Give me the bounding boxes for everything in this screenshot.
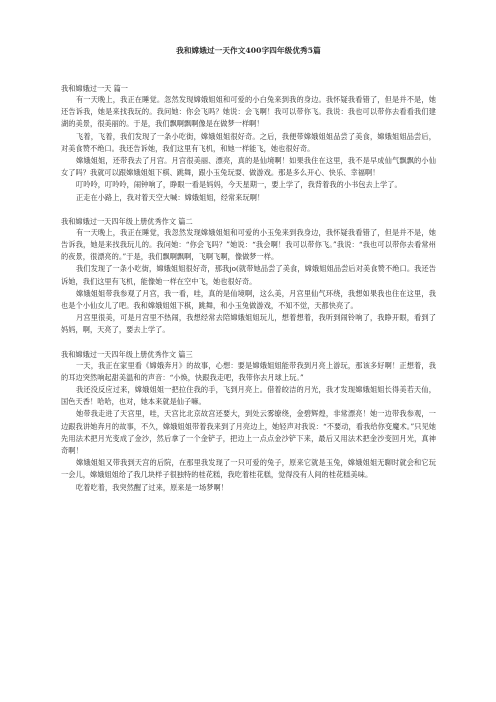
section-heading: 我和嫦娥过一天 篇一 bbox=[61, 84, 128, 93]
paragraph: 叮呤呤，叮呤呤，闹钟响了，睁眼一看是妈妈，今天星期一，要上学了，我背着我的小书包去上学了。 bbox=[76, 180, 402, 190]
paragraph: 一天，我正在家里看《嫦娥奔月》的故事，心想：要是嫦娥姐姐能带我到月亮上游玩，那该多好啊！正想着，我的耳边突然响起甜美温和的声音：“小焕，快跟我走吧，我带你去月球上玩。” bbox=[61, 360, 436, 382]
paragraph: 嫦娥姐姐，还带我去了月宫。月宫很美丽、漂亮，真的是仙境啊！如果我住在这里，我不是早成仙气飘飘的小仙女了吗？我就可以跟嫦娥姐姐下棋、跳舞，跟小玉兔玩耍、做游戏。那是多么开心、快乐、幸福啊！ bbox=[61, 156, 436, 178]
section-heading: 我和嫦娥过一天四年级上册优秀作文 篇二 bbox=[61, 216, 193, 226]
paragraph: 飞着，飞着，我们发现了一条小吃街，嫦娥姐姐很好奇。之后，我便带嫦娥姐姐品尝了美食，嫦娥姐姐品尝后，对美食赞不绝口。我还告诉她，我们这里有飞机，和她一样能飞，她也很好奇。 bbox=[61, 131, 436, 153]
paragraph: 有一天晚上，我正在睡觉。忽然发现嫦娥姐姐和可爱的小白兔来到我的身边。我怀疑我看错了，但是并不是，她还告诉我，她是来找我玩的。我问她：你会飞吗？她说：会飞啊！我可以带你飞。我说：我也可以带你去看看我们建湖的美景，很美丽的。于是，我们飘啊飘啊像是在做梦一样啊！ bbox=[61, 95, 436, 129]
document-title: 我和嫦娥过一天作文400字四年级优秀5篇 bbox=[176, 46, 321, 55]
paragraph: 我还没反应过来，嫦娥姐姐一把拉住我的手，飞到月亮上。借着皎洁的月光，我才发现嫦娥姐姐长得美若天仙，国色天香！哈哈，也对，她本来就是仙子嘛。 bbox=[61, 385, 436, 407]
paragraph: 嫦娥姐姐又带我到天宫的后院，在那里我发现了一只可爱的兔子，原来它就是玉兔，嫦娥姐姐无聊时就会和它玩一会儿，嫦娥姐姐给了我几块样子很独特的桂花糕，我吃着桂花糕，觉得没有人间的桂花糕美味。 bbox=[61, 458, 436, 480]
section-spacer bbox=[61, 204, 436, 216]
section-heading: 我和嫦娥过一天四年级上册优秀作文 篇三 bbox=[61, 349, 193, 359]
section-spacer bbox=[61, 337, 436, 349]
essay-section-3 bbox=[61, 349, 436, 494]
paragraph: 正走在小路上，我对着天空大喊：嫦娥姐姐，经常来玩啊！ bbox=[76, 192, 265, 202]
paragraph: 吃着吃着，我突然醒了过来，原来是一场梦啊！ bbox=[76, 482, 228, 492]
paragraph: 我们发现了一条小吃街，嫦娥姐姐很好奇，那我jo(就带她品尝了美食，嫦娥姐姐品尝后对美食赞不绝口。我还告诉她，我们这里有飞机，能像她一样在空中飞，她也很好奇。 bbox=[61, 264, 436, 286]
paragraph: 有一天晚上，我正在睡觉，我忽然发现嫦娥姐姐和可爱的小玉兔来到我身边，我怀疑我看错了，但是并不是，她告诉我，她是来找我玩儿的。我问她：“你会飞吗？”她说：“我会啊！我可以带你飞。”我说：“我也可以带你去看常州的夜景，很漂亮的。”于是，我们飘啊飘啊，飞啊飞啊，像做梦一样。 bbox=[61, 227, 436, 262]
paragraph: 她带我走进了天宫里，哇，天宫比北京故宫还要大，到处云雾缭绕，金碧辉煌，非常漂亮！她一边带我参观，一边跟我讲她奔月的故事，不久，嫦娥姐姐带着我来到了月亮边上，她轻声对我说：“不要动，看我给你变魔术。”只见她先用法术把月光变成了金沙，然后拿了一个金铲子，把边上一点点金沙铲下来，最后又用法术把金沙变回月光，真神奇啊！ bbox=[61, 409, 436, 456]
paragraph: 月宫里很美，可是月宫里不热闹，我想经常去陪嫦娥姐姐玩儿，想着想着，我听到闹铃响了，我睁开眼，看到了妈妈，啊，天亮了，要去上学了。 bbox=[61, 313, 436, 335]
essay-section-2 bbox=[61, 216, 436, 337]
paragraph: 嫦娥姐姐带我参观了月宫，我一看，哇，真的是仙境啊，这么美，月宫里仙气环绕，我想如果我也住在这里，我也是个小仙女儿了吧。我和嫦娥姐姐下棋，跳舞，和小玉兔做游戏，不知不觉，天都快亮了。 bbox=[61, 288, 436, 311]
essay-section-1 bbox=[61, 83, 436, 204]
